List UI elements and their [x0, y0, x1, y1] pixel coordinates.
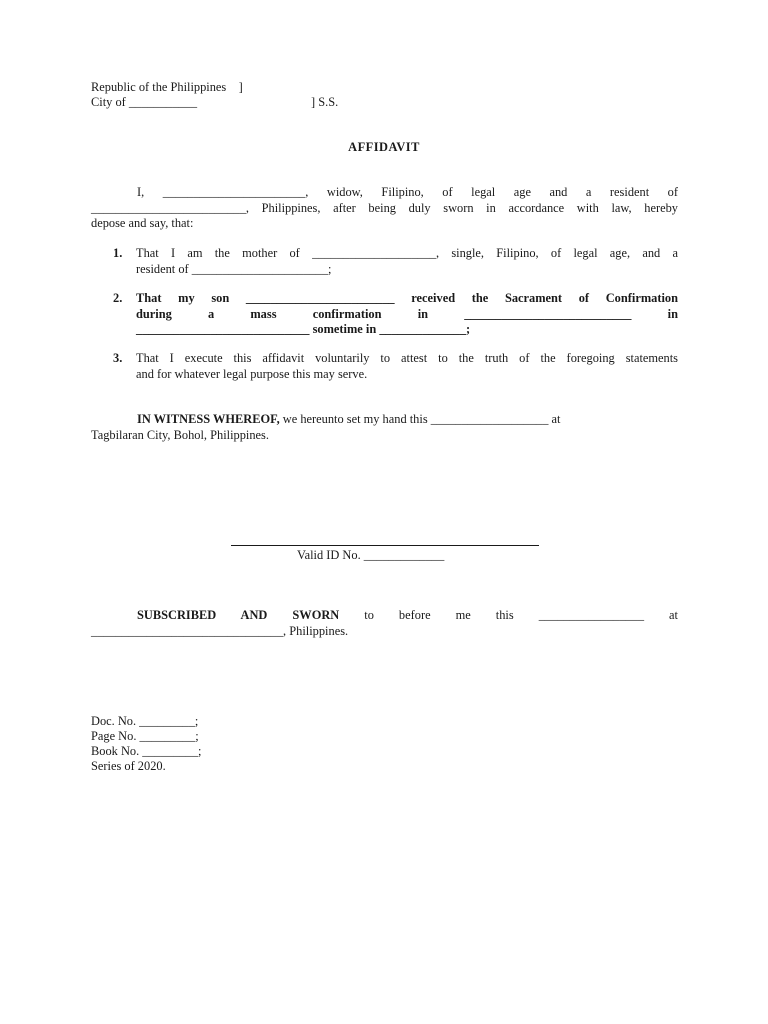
- item-2-line-1: That my son ________________________ received the Sacrament of Confirmation: [136, 291, 678, 305]
- item-1-line-1: That I am the mother of ____________________, single, Filipino, of legal age, and a: [136, 246, 678, 260]
- item-3-line-1: That I execute this affidavit voluntarily to attest to the truth of the foregoing statements: [136, 351, 678, 365]
- doc-no: Doc. No. _________;: [91, 714, 199, 728]
- intro-line-1: I, _______________________, widow, Filipino, of legal age and a resident of: [137, 185, 678, 199]
- witness-line-2: Tagbilaran City, Bohol, Philippines.: [91, 428, 269, 442]
- valid-id-line: Valid ID No. _____________: [297, 548, 445, 562]
- header-city: City of ___________: [91, 95, 198, 109]
- intro-line-3: depose and say, that:: [91, 216, 194, 230]
- header-republic: Republic of the Philippines ]: [91, 80, 243, 94]
- subscribed-line-2: _______________________________, Philippines.: [91, 624, 349, 638]
- document-title: AFFIDAVIT: [348, 140, 420, 154]
- header-ss: ] S.S.: [311, 95, 339, 109]
- book-no: Book No. _________;: [91, 744, 202, 758]
- item-2-line-2: during a mass confirmation in ___________________________ in: [136, 307, 678, 321]
- subscribed-bold: SUBSCRIBED AND SWORN: [137, 608, 340, 622]
- item-2-line-3: ____________________________ sometime in ______________;: [136, 322, 471, 336]
- subscribed-line-1: [137, 608, 678, 623]
- witness-bold: IN WITNESS WHEREOF,: [137, 412, 280, 426]
- series: Series of 2020.: [91, 759, 166, 773]
- item-number: 3.: [113, 351, 123, 365]
- item-number: 1.: [113, 246, 123, 260]
- subscribed-rest: to before me this _________________ at: [339, 608, 678, 622]
- witness-rest: we hereunto set my hand this ___________________ at: [279, 412, 561, 426]
- item-3-line-2: and for whatever legal purpose this may serve.: [136, 367, 368, 381]
- page-no: Page No. _________;: [91, 729, 199, 743]
- witness-line-1: [137, 412, 561, 427]
- intro-line-2: _________________________, Philippines, after being duly sworn in accordance with law, hereby: [91, 201, 678, 215]
- item-1-line-2: resident of ______________________;: [136, 262, 332, 276]
- signature-line: [231, 545, 539, 546]
- item-number: 2.: [113, 291, 123, 305]
